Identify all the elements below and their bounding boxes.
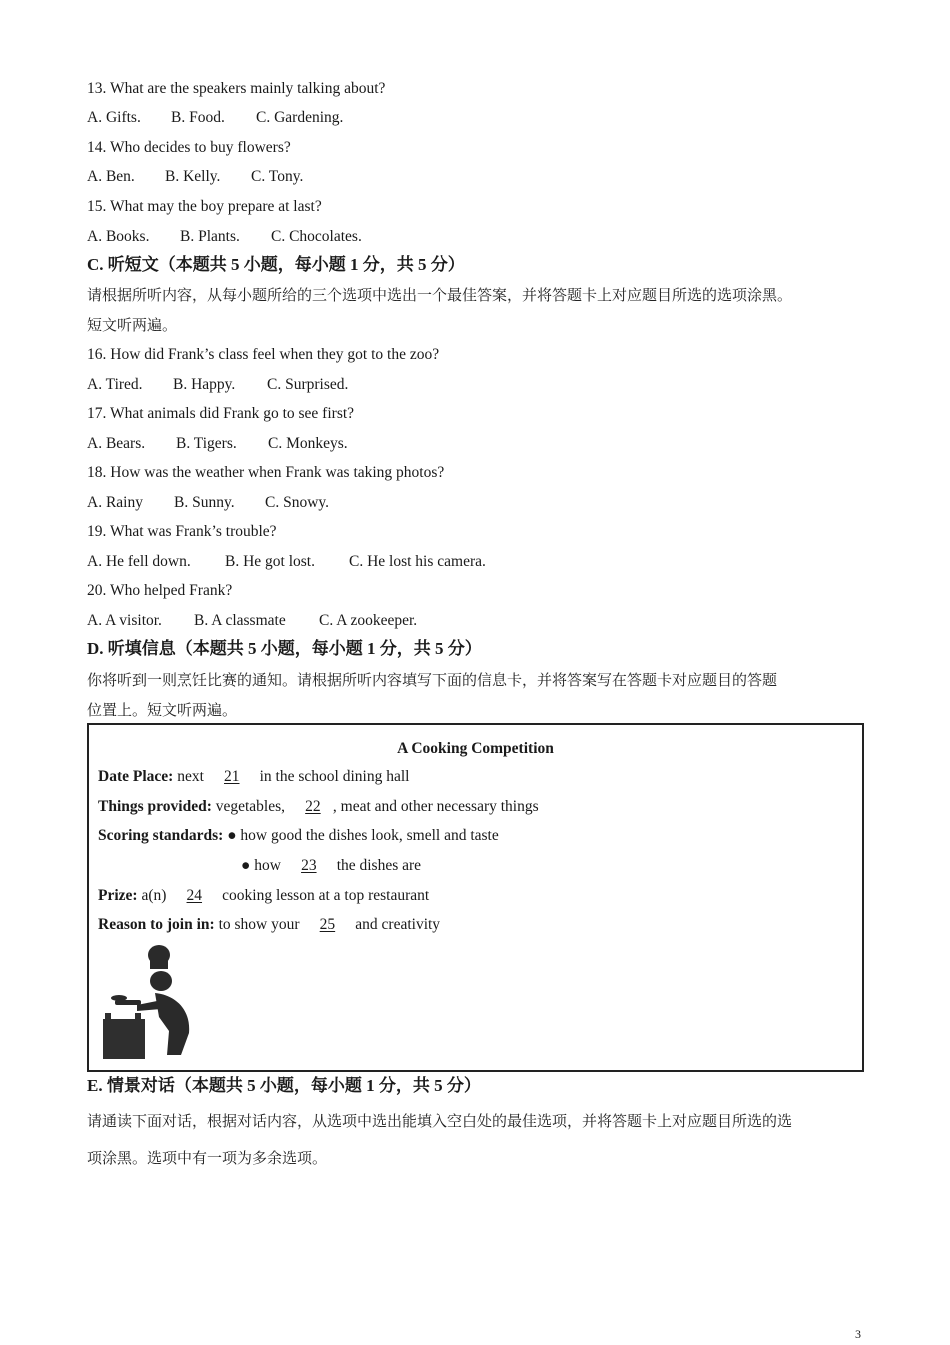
options-13 bbox=[87, 108, 343, 128]
card-row-scoring-2 bbox=[241, 856, 421, 876]
question-20: 20. Who helped Frank? bbox=[87, 582, 233, 599]
option-a: A. Tired. bbox=[87, 376, 143, 393]
option-c: C. Monkeys. bbox=[268, 435, 348, 452]
card-row-scoring bbox=[98, 826, 499, 846]
question-17: 17. What animals did Frank go to see first? bbox=[87, 405, 355, 422]
option-c: C. Chocolates. bbox=[271, 228, 362, 245]
scoring-item-1: ● how good the dishes look, smell and taste bbox=[227, 827, 499, 844]
option-a: A. He fell down. bbox=[87, 553, 191, 570]
blank-22: 22 bbox=[305, 798, 321, 815]
chef-illustration-icon bbox=[97, 943, 197, 1061]
option-c: C. Tony. bbox=[251, 168, 304, 185]
section-d-instruction-2: 位置上。短文听两遍。 bbox=[87, 701, 238, 719]
card-title: A Cooking Competition bbox=[397, 740, 554, 757]
section-c-heading: C. 听短文（本题共 5 小题，每小题 1 分，共 5 分） bbox=[87, 255, 465, 274]
blank-25: 25 bbox=[319, 916, 336, 933]
option-b: B. Kelly. bbox=[165, 168, 221, 185]
option-b: B. Tigers. bbox=[176, 435, 237, 452]
option-b: B. Food. bbox=[171, 109, 225, 126]
reason-label: Reason to join in: bbox=[98, 916, 215, 933]
things-label: Things provided: bbox=[98, 798, 212, 815]
card-row-prize bbox=[98, 886, 429, 906]
option-c: C. A zookeeper. bbox=[319, 612, 418, 629]
reason-pre: to show your bbox=[218, 916, 300, 933]
option-c: C. Surprised. bbox=[267, 376, 349, 393]
date-label: Date Place: bbox=[98, 768, 174, 785]
section-d-instruction: 你将听到一则烹饪比赛的通知。请根据所听内容填写下面的信息卡，并将答案写在答题卡对应题目的答题 bbox=[87, 671, 778, 689]
things-pre: vegetables, bbox=[215, 798, 286, 815]
options-17 bbox=[87, 434, 348, 454]
section-e-instruction: 请通读下面对话，根据对话内容，从选项中选出能填入空白处的最佳选项，并将答题卡上对应题目所选的选 bbox=[87, 1112, 793, 1130]
option-c: C. He lost his camera. bbox=[349, 553, 486, 570]
options-19 bbox=[87, 552, 486, 572]
options-14 bbox=[87, 167, 303, 187]
info-card bbox=[87, 723, 864, 1072]
blank-24: 24 bbox=[186, 887, 203, 904]
question-19: 19. What was Frank’s trouble? bbox=[87, 523, 277, 540]
card-row-things bbox=[98, 797, 539, 817]
page-number: 3 bbox=[855, 1327, 861, 1341]
option-b: B. A classmate bbox=[194, 612, 286, 629]
date-pre: next bbox=[177, 768, 204, 785]
card-row-reason bbox=[98, 915, 440, 935]
option-b: B. He got lost. bbox=[225, 553, 315, 570]
options-16 bbox=[87, 375, 348, 395]
prize-label: Prize: bbox=[98, 887, 138, 904]
option-b: B. Happy. bbox=[173, 376, 236, 393]
scoring-label: Scoring standards: bbox=[98, 827, 224, 844]
section-c-instruction-2: 短文听两遍。 bbox=[87, 316, 178, 334]
option-c: C. Gardening. bbox=[256, 109, 344, 126]
section-c-instruction: 请根据所听内容，从每小题所给的三个选项中选出一个最佳答案，并将答题卡上对应题目所选的选项涂黑。 bbox=[87, 286, 793, 304]
options-15 bbox=[87, 227, 362, 247]
option-a: A. A visitor. bbox=[87, 612, 162, 629]
question-14: 14. Who decides to buy flowers? bbox=[87, 139, 291, 156]
question-16: 16. How did Frank’s class feel when they got to the zoo? bbox=[87, 346, 440, 363]
option-a: A. Rainy bbox=[87, 494, 143, 511]
option-a: A. Books. bbox=[87, 228, 150, 245]
section-d-heading: D. 听填信息（本题共 5 小题，每小题 1 分，共 5 分） bbox=[87, 639, 482, 658]
option-a: A. Gifts. bbox=[87, 109, 141, 126]
blank-21: 21 bbox=[224, 768, 240, 785]
options-20 bbox=[87, 611, 417, 631]
option-a: A. Ben. bbox=[87, 168, 135, 185]
prize-pre: a(n) bbox=[141, 887, 167, 904]
option-c: C. Snowy. bbox=[265, 494, 330, 511]
options-18 bbox=[87, 493, 329, 513]
question-13: 13. What are the speakers mainly talking about? bbox=[87, 80, 386, 97]
question-18: 18. How was the weather when Frank was taking photos? bbox=[87, 464, 445, 481]
question-15: 15. What may the boy prepare at last? bbox=[87, 198, 322, 215]
reason-post: and creativity bbox=[355, 916, 441, 933]
things-post: , meat and other necessary things bbox=[332, 798, 539, 815]
section-e-instruction-2: 项涂黑。选项中有一项为多余选项。 bbox=[87, 1149, 328, 1167]
date-post: in the school dining hall bbox=[259, 768, 410, 785]
scoring-2-pre: ● how bbox=[241, 857, 281, 874]
section-e-heading: E. 情景对话（本题共 5 小题，每小题 1 分，共 5 分） bbox=[87, 1076, 481, 1095]
option-a: A. Bears. bbox=[87, 435, 146, 452]
option-b: B. Sunny. bbox=[174, 494, 235, 511]
option-b: B. Plants. bbox=[180, 228, 240, 245]
card-row-date bbox=[98, 767, 409, 787]
prize-post: cooking lesson at a top restaurant bbox=[222, 887, 430, 904]
blank-23: 23 bbox=[301, 857, 317, 874]
scoring-2-post: the dishes are bbox=[336, 857, 422, 874]
